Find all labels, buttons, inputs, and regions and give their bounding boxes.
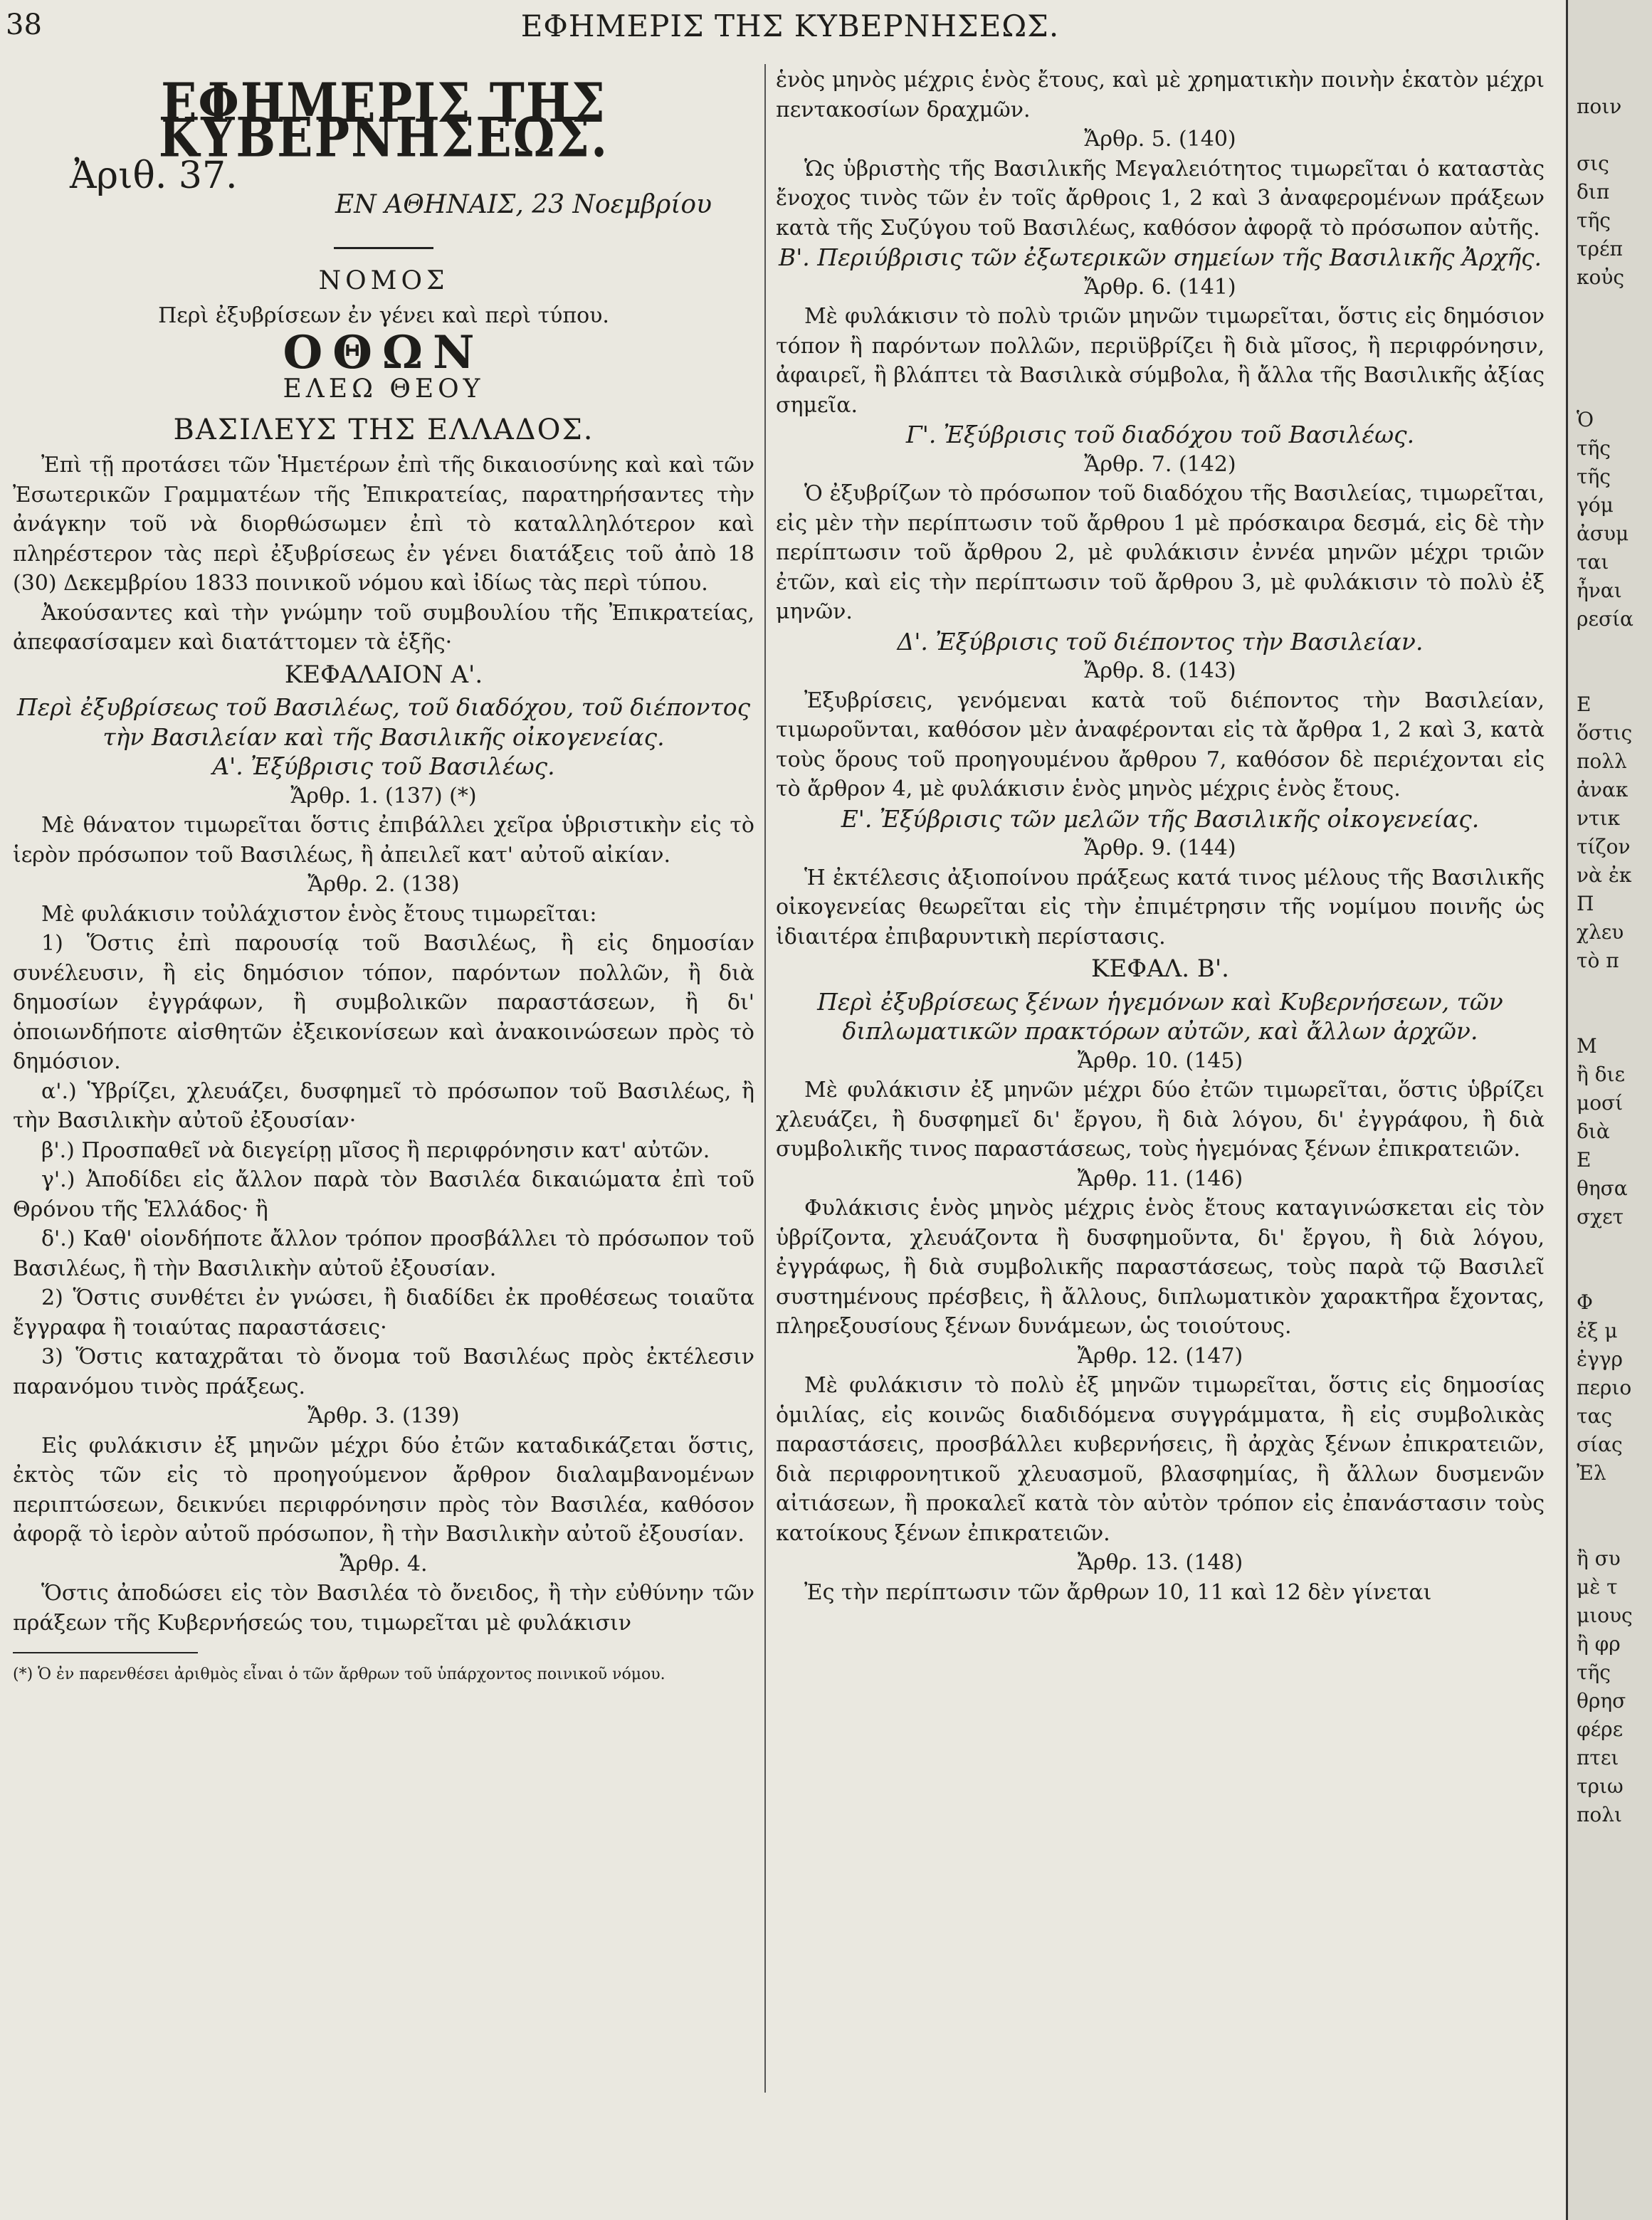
realm-title: ΒΑΣΙΛΕΥΣ ΤΗΣ ΕΛΛΑΔΟΣ.	[173, 413, 594, 446]
article-2-heading: Ἄρθρ. 2. (138)	[307, 872, 460, 897]
article-10-text: Μὲ φυλάκισιν ἐξ μηνῶν μέχρι δύο ἐτῶν τιμωρεῖται, ὅστις ὑβρίζει χλευάζει, ἢ δυσφημεῖ δι' ἔργου, ἢ διὰ λόγου, δι' ἐγγράφου, ἢ διὰ συμβολικῆς τινος παραστάσεως, τοὺς ἡγεμόνας ξένων ἐπικρατειῶν.	[776, 1078, 1545, 1162]
edge-fragment: ποιν	[1577, 95, 1622, 118]
article-2-item-d: δ'.) Καθ' οἱονδήποτε ἄλλον τρόπον προσβάλλει τὸ πρόσωπον τοῦ Βασιλέως, ἢ τὴν Βασιλικὴν αὐτοῦ ἐξουσίαν.	[13, 1226, 754, 1281]
edge-fragment: σίας	[1577, 1433, 1623, 1456]
article-6-heading: Ἄρθρ. 6. (141)	[1084, 274, 1236, 300]
section-e: Ε'. Ἐξύβρισις τῶν μελῶν τῆς Βασιλικῆς οἰκογενείας.	[841, 804, 1480, 833]
law-subject: Περὶ ἐξυβρίσεων ἐν γένει καὶ περὶ τύπου.	[158, 303, 609, 328]
section-a: Α'. Ἐξύβρισις τοῦ Βασιλέως.	[212, 752, 555, 780]
chapter-b-title: Περὶ ἐξυβρίσεως ξένων ἡγεμόνων καὶ Κυβερνήσεων, τῶν διπλωματικῶν πρακτόρων αὐτῶν, καὶ ἄλλων ἀρχῶν.	[817, 987, 1503, 1045]
edge-fragment: ἢ διε	[1577, 1063, 1626, 1086]
edge-fragment: μοσί	[1577, 1091, 1624, 1115]
article-2-item-c: γ'.) Ἀποδίδει εἰς ἄλλον παρὰ τὸν Βασιλέα δικαιώματα ἐπὶ τοῦ Θρόνου τῆς Ἑλλάδος· ἢ	[13, 1167, 754, 1222]
article-2-para-3: 3) Ὅστις καταχρᾶται τὸ ὄνομα τοῦ Βασιλέως πρὸς ἐκτέλεσιν παρανόμου τινὸς πράξεως.	[13, 1345, 754, 1399]
edge-fragment: χλευ	[1577, 920, 1624, 944]
edge-fragment: ἢ συ	[1577, 1547, 1621, 1570]
page-number: 38	[6, 9, 42, 41]
edge-fragment	[1568, 975, 1652, 1004]
left-column	[13, 64, 754, 1686]
article-2-intro: Μὲ φυλάκισιν τοὐλάχιστον ἑνὸς ἔτους τιμωρεῖται:	[41, 901, 597, 927]
edge-fragment	[1568, 349, 1652, 377]
edge-fragment: τας	[1577, 1404, 1613, 1428]
footnote: (*) Ὁ ἐν παρενθέσει ἀριθμὸς εἶναι ὁ τῶν ἄρθρων τοῦ ὑπάρχοντος ποινικοῦ νόμου.	[13, 1666, 665, 1683]
article-1-text: Μὲ θάνατον τιμωρεῖται ὅστις ἐπιβάλλει χεῖρα ὑβριστικὴν εἰς τὸ ἱερὸν πρόσωπον τοῦ Βασιλέως, ἢ ἀπειλεῖ κατ' αὐτοῦ αἰκίαν.	[13, 813, 754, 868]
edge-fragment: κοὐς	[1577, 265, 1625, 289]
edge-fragment: νὰ ἐκ	[1577, 863, 1632, 887]
article-2-para-1: 1) Ὅστις ἐπὶ παρουσίᾳ τοῦ Βασιλέως, ἢ εἰς δημοσίαν συνέλευσιν, ἢ εἰς δημόσιον τόπον, παρόντων πολλῶν, ἢ διὰ δημοσίων ἐγγράφων, ἢ συμβολικῶν παραστάσεων, ἢ δι' ὁποιωνδήποτε αἰσθητῶν ἐξεικονίσεων καὶ ἀνακοινώσεων πρὸς τὸ δημόσιον.	[13, 931, 754, 1074]
edge-fragment: φέρε	[1577, 1717, 1624, 1741]
article-12-heading: Ἄρθρ. 12. (147)	[1077, 1343, 1243, 1369]
continuation-text: ἑνὸς μηνὸς μέχρις ἑνὸς ἔτους, καὶ μὲ χρηματικὴν ποινὴν ἑκατὸν μέχρι πεντακοσίων δραχμῶν.	[776, 68, 1545, 122]
masthead: ΕΦΗΜΕΡΙΣ ΤΗΣ ΚΥΒΕΡΝΗΣΕΩΣ.	[158, 70, 609, 169]
edge-fragment: ἐγγρ	[1577, 1347, 1623, 1371]
article-2-item-a: α'.) Ὑβρίζει, χλευάζει, δυσφημεῖ τὸ πρόσωπον τοῦ Βασιλέως, ἢ τὴν Βασιλικὴν αὐτοῦ ἐξουσίαν·	[13, 1078, 754, 1133]
article-5-heading: Ἄρθρ. 5. (140)	[1084, 127, 1236, 152]
edge-fragment: μιους	[1577, 1604, 1633, 1627]
article-4-text: Ὅστις ἀποδώσει εἰς τὸν Βασιλέα τὸ ὄνειδος, ἢ τὴν εὐθύνην τῶν πράξεων τῆς Κυβερνήσεώς του, τιμωρεῖται μὲ φυλάκισιν	[13, 1581, 754, 1636]
article-2-item-b: β'.) Προσπαθεῖ νὰ διεγείρῃ μῖσος ἢ περιφρόνησιν κατ' αὐτῶν.	[41, 1137, 710, 1163]
article-8-heading: Ἄρθρ. 8. (143)	[1084, 658, 1236, 683]
edge-fragment: μὲ τ	[1577, 1575, 1618, 1599]
edge-fragment	[1568, 1004, 1652, 1032]
edge-fragment: Π	[1577, 892, 1594, 915]
article-12-text: Μὲ φυλάκισιν τὸ πολὺ ἐξ μηνῶν τιμωρεῖται, ὅστις εἰς δημοσίας ὁμιλίας, εἰς κοινῶς διαδιδόμενα συγγράμματα, ἢ εἰς συμβολικὰς παραστάσεις, προσβάλλει κυβερνήσεις, ἢ ἀρχὰς ξένων ἐπικρατειῶν, διὰ περιφρονητικοῦ χλευασμοῦ, βλασφημίας, ἢ ἄλλων δυσμενῶν αἰτιάσεων, ἢ προκαλεῖ κατὰ τὸν αὐτὸν τρόπον εἰς ἐπανάστασιν τοὺς κατοίκους ξένων ἐπικρατειῶν.	[776, 1373, 1545, 1546]
edge-fragment	[1568, 1231, 1652, 1260]
article-10-heading: Ἄρθρ. 10. (145)	[1077, 1048, 1243, 1073]
edge-fragment: τῆς	[1577, 209, 1611, 232]
edge-fragment	[1568, 1260, 1652, 1288]
edge-fragment: πτει	[1577, 1746, 1619, 1769]
edge-fragment	[1568, 320, 1652, 349]
by-grace-of-god: ΕΛΕΩ ΘΕΟΥ	[283, 374, 485, 404]
article-3-text: Εἰς φυλάκισιν ἐξ μηνῶν μέχρι δύο ἐτῶν καταδικάζεται ὅστις, ἐκτὸς τῶν εἰς τὸ προηγούμενον ἄρθρον διαλαμβανομένων περιπτώσεων, δεικνύει περιφρόνησιν πρὸς τὸν Βασιλέα, καθόσον ἀφορᾷ τὸ ἱερὸν αὐτοῦ πρόσωπον, ἢ τὴν Βασιλικὴν αὐτοῦ ἐξουσίαν.	[13, 1433, 754, 1547]
edge-fragment	[1568, 377, 1652, 406]
edge-fragment: ἀνακ	[1577, 778, 1629, 801]
edge-fragment: ται	[1577, 550, 1609, 574]
adjacent-page-fragments	[1568, 0, 1652, 1829]
edge-fragment: γόμ	[1577, 493, 1614, 517]
article-1-heading: Ἄρθρ. 1. (137) (*)	[290, 783, 477, 809]
chapter-a: ΚΕΦΑΛΑΙΟΝ Α'.	[284, 660, 483, 689]
edge-fragment	[1568, 121, 1652, 149]
article-11-text: Φυλάκισις ἑνὸς μηνὸς μέχρις ἑνὸς ἔτους καταγινώσκεται εἰς τὸν ὑβρίζοντα, χλευάζοντα ἢ δυσφημοῦντα, δι' ἔργου, ἢ διὰ λόγου, ἐγγράφως, ἢ διὰ συμβολικῆς παραστάσεως, τοὺς παρὰ τῷ Βασιλεῖ συστημένους πρέσβεις, ἢ ἄλλους, διπλωματικὸν χαρακτῆρα ἔχοντας, πληρεξουσίους ξένων δυνάμεων, ὡς τοιούτους.	[776, 1196, 1545, 1339]
edge-fragment: τρέπ	[1577, 237, 1623, 261]
edge-fragment: τῆς	[1577, 436, 1611, 460]
edge-fragment: θρησ	[1577, 1689, 1626, 1713]
adjacent-page-edge	[1566, 0, 1652, 2220]
edge-fragment: Φ	[1577, 1290, 1593, 1314]
article-11-heading: Ἄρθρ. 11. (146)	[1077, 1166, 1243, 1191]
chapter-b: ΚΕΦΑΛ. Β'.	[1091, 954, 1229, 983]
issue-number: Ἀριθ. 37.	[70, 154, 238, 197]
edge-fragment: Ἐλ	[1577, 1461, 1606, 1485]
article-5-text: Ὡς ὑβριστὴς τῆς Βασιλικῆς Μεγαλειότητος τιμωρεῖται ὁ καταστὰς ἔνοχος τινὸς τῶν ἐν τοῖς ἄρθροις 1, 2 καὶ 3 ἀναφερομένων πράξεων κατὰ τῆς Συζύγου τοῦ Βασιλέως, καθόσον ἀφορᾷ τὸ πρόσωπον αὐτῆς.	[776, 156, 1545, 241]
edge-fragment: τῆς	[1577, 1661, 1611, 1684]
edge-fragment: σις	[1577, 152, 1609, 175]
section-b: Β'. Περιύβρισις τῶν ἐξωτερικῶν σημείων τῆς Βασιλικῆς Ἀρχῆς.	[778, 243, 1542, 271]
edge-fragment: ντικ	[1577, 806, 1620, 830]
running-head	[0, 6, 1566, 48]
title-rule	[334, 247, 433, 249]
edge-fragment: τῆς	[1577, 465, 1611, 488]
running-title: ΕΦΗΜΕΡΙΣ ΤΗΣ ΚΥΒΕΡΝΗΣΕΩΣ.	[520, 9, 1060, 43]
edge-fragment: τὸ π	[1577, 949, 1619, 972]
preamble-2: Ἀκούσαντες καὶ τὴν γνώμην τοῦ συμβουλίου τῆς Ἐπικρατείας, ἀπεφασίσαμεν καὶ διατάττομεν τὰ ἑξῆς·	[13, 600, 754, 655]
edge-fragment: πολλ	[1577, 749, 1627, 773]
article-7-heading: Ἄρθρ. 7. (142)	[1084, 451, 1236, 477]
chapter-a-title: Περὶ ἐξυβρίσεως τοῦ Βασιλέως, τοῦ διαδόχου, τοῦ διέποντος τὴν Βασιλείαν καὶ τῆς Βασιλικῆς οἰκογενείας.	[16, 693, 751, 751]
king-name: ΟΘΩΝ	[283, 325, 485, 379]
edge-fragment	[1568, 1488, 1652, 1516]
edge-fragment: πολι	[1577, 1803, 1622, 1826]
article-9-heading: Ἄρθρ. 9. (144)	[1084, 836, 1236, 861]
right-column	[776, 65, 1545, 1607]
edge-fragment	[1568, 1516, 1652, 1545]
edge-fragment: περιο	[1577, 1376, 1632, 1399]
edge-fragment: ἢ φρ	[1577, 1632, 1621, 1656]
edge-fragment	[1568, 292, 1652, 320]
edge-fragment	[1568, 662, 1652, 690]
edge-fragment: ἦναι	[1577, 579, 1622, 602]
edge-fragment: Μ	[1577, 1034, 1597, 1058]
edge-fragment: Ε	[1577, 693, 1592, 716]
article-2-para-2: 2) Ὅστις συνθέτει ἐν γνώσει, ἢ διαδίδει ἐκ προθέσεως τοιαῦτα ἔγγραφα ἢ τοιαύτας παραστάσεις·	[13, 1285, 754, 1340]
edge-fragment: σχετ	[1577, 1205, 1624, 1229]
article-13-heading: Ἄρθρ. 13. (148)	[1077, 1550, 1243, 1575]
article-9-text: Ἡ ἐκτέλεσις ἀξιοποίνου πράξεως κατά τινος μέλους τῆς Βασιλικῆς οἰκογενείας θεωρεῖται εἰς τὴν ἐπιμέτρησιν τῆς νομίμου ποινῆς ὡς ἰδιαιτέρα ἐπιβαρυντικὴ περίστασις.	[776, 865, 1545, 949]
edge-fragment	[1568, 633, 1652, 662]
article-6-text: Μὲ φυλάκισιν τὸ πολὺ τριῶν μηνῶν τιμωρεῖται, ὅστις εἰς δημόσιον τόπον ἢ παρόντων πολλῶν, περιϋβρίζει ἢ διὰ μῖσος, ἢ περιφρόνησιν, ἀφαιρεῖ, ἢ βλάπτει τὰ Βασιλικὰ σύμβολα, ἢ ἄλλα τῆς Βασιλικῆς ἀξίας σημεῖα.	[776, 304, 1545, 418]
article-13-text: Ἐς τὴν περίπτωσιν τῶν ἄρθρων 10, 11 καὶ 12 δὲν γίνεται	[804, 1579, 1432, 1605]
preamble: Ἐπὶ τῇ προτάσει τῶν Ἡμετέρων ἐπὶ τῆς δικαιοσύνης καὶ καὶ τῶν Ἐσωτερικῶν Γραμματέων τῆς Ἐπικρατείας, παρατηρήσαντες τὴν ἀνάγκην τοῦ νὰ διορθώσωμεν ἐπὶ τὸ καταλληλότερον καὶ πληρέστερον τὰς περὶ ἐξυβρίσεως ἐν γένει διατάξεις τοῦ ἀπὸ 18 (30) Δεκεμβρίου 1833 ποινικοῦ νόμου καὶ ἰδίως τὰς περὶ τύπου.	[13, 453, 754, 596]
edge-fragment: Ε	[1577, 1148, 1592, 1172]
article-7-text: Ὁ ἐξυβρίζων τὸ πρόσωπον τοῦ διαδόχου τῆς Βασιλείας, τιμωρεῖται, εἰς μὲν τὴν περίπτωσιν τοῦ ἄρθρου 1 μὲ πρόσκαιρα δεσμά, εἰς δὲ τὴν περίπτωσιν τοῦ ἄρθρου 2, μὲ φυλάκισιν ἐννέα μηνῶν μέχρι τριῶν ἐτῶν, καὶ εἰς τὴν περίπτωσιν τοῦ ἄρθρου 3, μὲ φυλάκισιν τὸ πολὺ ἐξ μηνῶν.	[776, 481, 1545, 624]
section-c: Γ'. Ἐξύβρισις τοῦ διαδόχου τοῦ Βασιλέως.	[905, 421, 1415, 448]
edge-fragment: θησα	[1577, 1177, 1628, 1200]
footnote-rule	[13, 1652, 198, 1653]
article-3-heading: Ἄρθρ. 3. (139)	[307, 1404, 460, 1429]
article-8-text: Ἐξυβρίσεις, γενόμεναι κατὰ τοῦ διέποντος τὴν Βασιλείαν, τιμωροῦνται, καθόσον μὲν ἀναφέρονται εἰς τὰ ἄρθρα 1, 2 καὶ 3, κατὰ τοὺς ὅρους τοῦ προηγουμένου ἄρθρου 7, καθόσον δὲ περιέχονται εἰς τὸ ἄρθρον 4, μὲ φυλάκισιν ἑνὸς μηνὸς μέχρις ἑνὸς ἔτους.	[776, 688, 1545, 801]
article-4-heading: Ἄρθρ. 4.	[340, 1551, 428, 1577]
edge-fragment: διὰ	[1577, 1120, 1610, 1143]
section-d: Δ'. Ἐξύβρισις τοῦ διέποντος τὴν Βασιλείαν.	[897, 627, 1424, 656]
edge-fragment: ἐξ μ	[1577, 1319, 1618, 1342]
edge-fragment: διπ	[1577, 180, 1610, 204]
edge-fragment: ὅστις	[1577, 721, 1633, 745]
edge-fragment: τριω	[1577, 1774, 1624, 1798]
column-divider	[764, 64, 766, 2093]
law-title: ΝΟΜΟΣ	[318, 265, 449, 295]
edge-fragment: Ὁ	[1577, 408, 1594, 431]
place-date: ΕΝ ΑΘΗΝΑΙΣ, 23 Νοεμβρίου	[335, 190, 712, 219]
edge-fragment: ρεσία	[1577, 607, 1633, 631]
edge-fragment: ἀσυμ	[1577, 522, 1629, 545]
edge-fragment: τίζον	[1577, 835, 1631, 858]
